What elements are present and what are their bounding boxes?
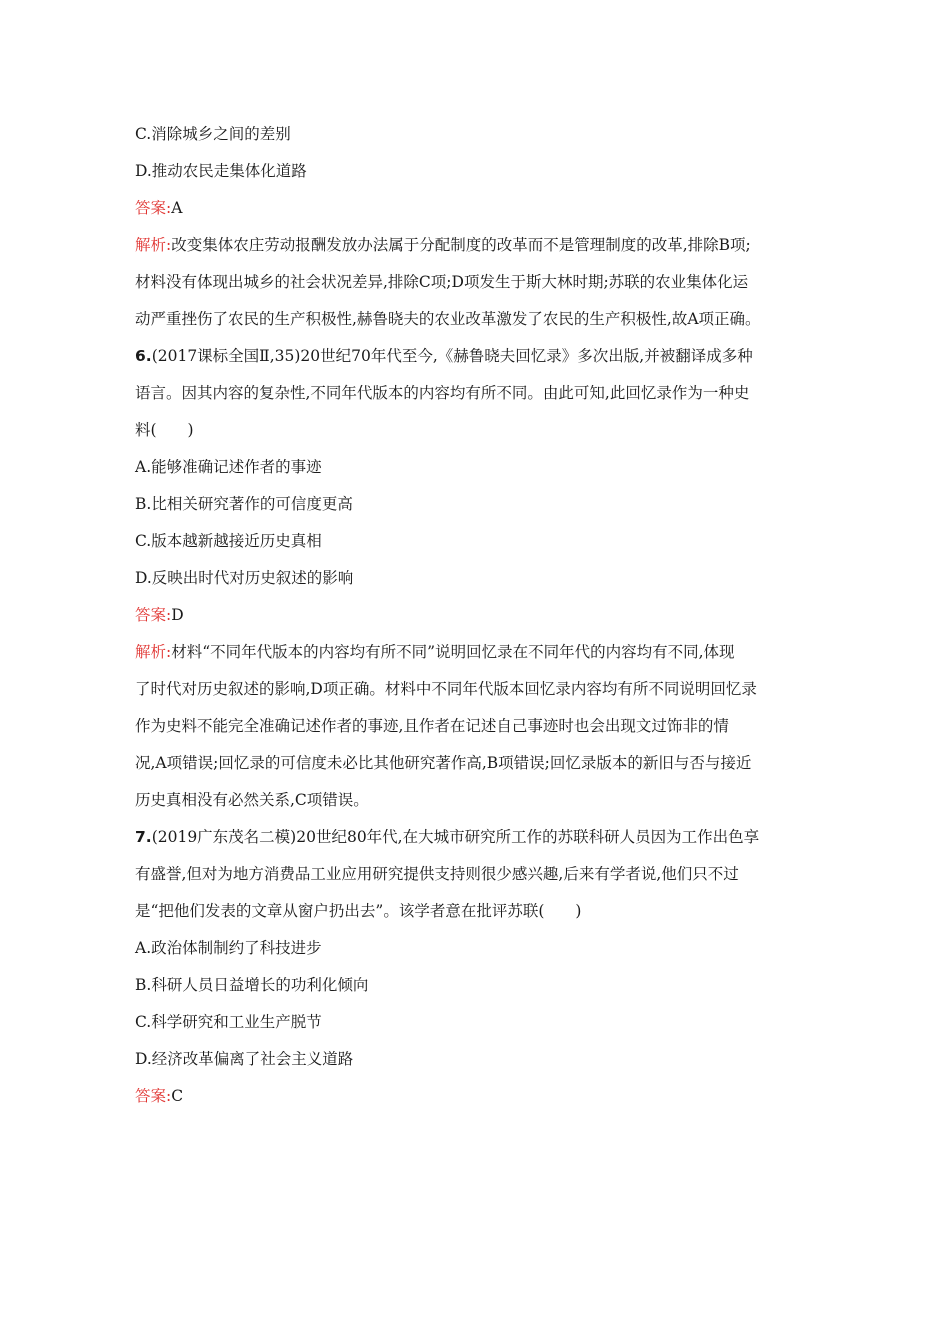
q5-option-d: D.推动农民走集体化道路	[135, 162, 307, 180]
answer-label: 答案:	[135, 606, 172, 624]
analysis-line: 解析:改变集体农庄劳动报酬发放办法属于分配制度的改革而不是管理制度的改革,排除B项;	[135, 236, 751, 254]
q6-option-b: B.比相关研究著作的可信度更高	[135, 495, 353, 513]
question-number: 6.	[135, 347, 152, 365]
q6-analysis	[135, 642, 825, 810]
analysis-line: 动严重挫伤了农民的生产积极性,赫鲁晓夫的农业改革激发了农民的生产积极性,故A项正确。	[135, 310, 761, 328]
stem-line: 有盛誉,但对为地方消费品工业应用研究提供支持则很少感兴趣,后来有学者说,他们只不过	[135, 865, 739, 883]
q6-option-d: D.反映出时代对历史叙述的影响	[135, 569, 354, 587]
answer-value: A	[171, 199, 183, 217]
question-number: 7.	[135, 828, 152, 846]
q5-answer	[135, 198, 825, 218]
q7-option-d: D.经济改革偏离了社会主义道路	[135, 1050, 354, 1068]
stem-line: 是“把他们发表的文章从窗户扔出去”。该学者意在批评苏联( )	[135, 902, 582, 920]
answer-value: D	[171, 606, 184, 624]
stem-line: 6.(2017课标全国Ⅱ,35)20世纪70年代至今,《赫鲁晓夫回忆录》多次出版,并被翻译成多种	[135, 347, 753, 365]
q6-option-c: C.版本越新越接近历史真相	[135, 532, 322, 550]
answer-label: 答案:	[135, 1087, 172, 1105]
analysis-line: 材料没有体现出城乡的社会状况差异,排除C项;D项发生于斯大林时期;苏联的农业集体化运	[135, 273, 749, 291]
analysis-line: 解析:材料“不同年代版本的内容均有所不同”说明回忆录在不同年代的内容均有不同,体现	[135, 643, 735, 661]
answer-label: 答案:	[135, 199, 172, 217]
q6-answer	[135, 605, 825, 625]
q7-stem	[135, 827, 825, 921]
q5-analysis	[135, 235, 825, 329]
q7-option-c: C.科学研究和工业生产脱节	[135, 1013, 322, 1031]
q5-option-c: C.消除城乡之间的差别	[135, 125, 291, 143]
analysis-line: 况,A项错误;回忆录的可信度未必比其他研究著作高,B项错误;回忆录版本的新旧与否与接近	[135, 754, 752, 772]
q6-stem	[135, 346, 825, 440]
analysis-line: 了时代对历史叙述的影响,D项正确。材料中不同年代版本回忆录内容均有所不同说明回忆录	[135, 680, 757, 698]
document-content	[135, 124, 825, 1123]
stem-line: 语言。因其内容的复杂性,不同年代版本的内容均有所不同。由此可知,此回忆录作为一种史	[135, 384, 750, 402]
stem-line: 7.(2019广东茂名二模)20世纪80年代,在大城市研究所工作的苏联科研人员因为工作出色享	[135, 828, 760, 846]
analysis-label: 解析:	[135, 236, 172, 254]
analysis-line: 历史真相没有必然关系,C项错误。	[135, 791, 369, 809]
analysis-line: 作为史料不能完全准确记述作者的事迹,且作者在记述自己事迹时也会出现文过饰非的情	[135, 717, 729, 735]
analysis-label: 解析:	[135, 643, 172, 661]
q7-option-b: B.科研人员日益增长的功利化倾向	[135, 976, 369, 994]
q7-option-a: A.政治体制制约了科技进步	[135, 939, 322, 957]
q6-option-a: A.能够准确记述作者的事迹	[135, 458, 322, 476]
answer-value: C	[171, 1087, 184, 1105]
stem-line: 料( )	[135, 421, 194, 439]
q7-answer	[135, 1086, 825, 1106]
